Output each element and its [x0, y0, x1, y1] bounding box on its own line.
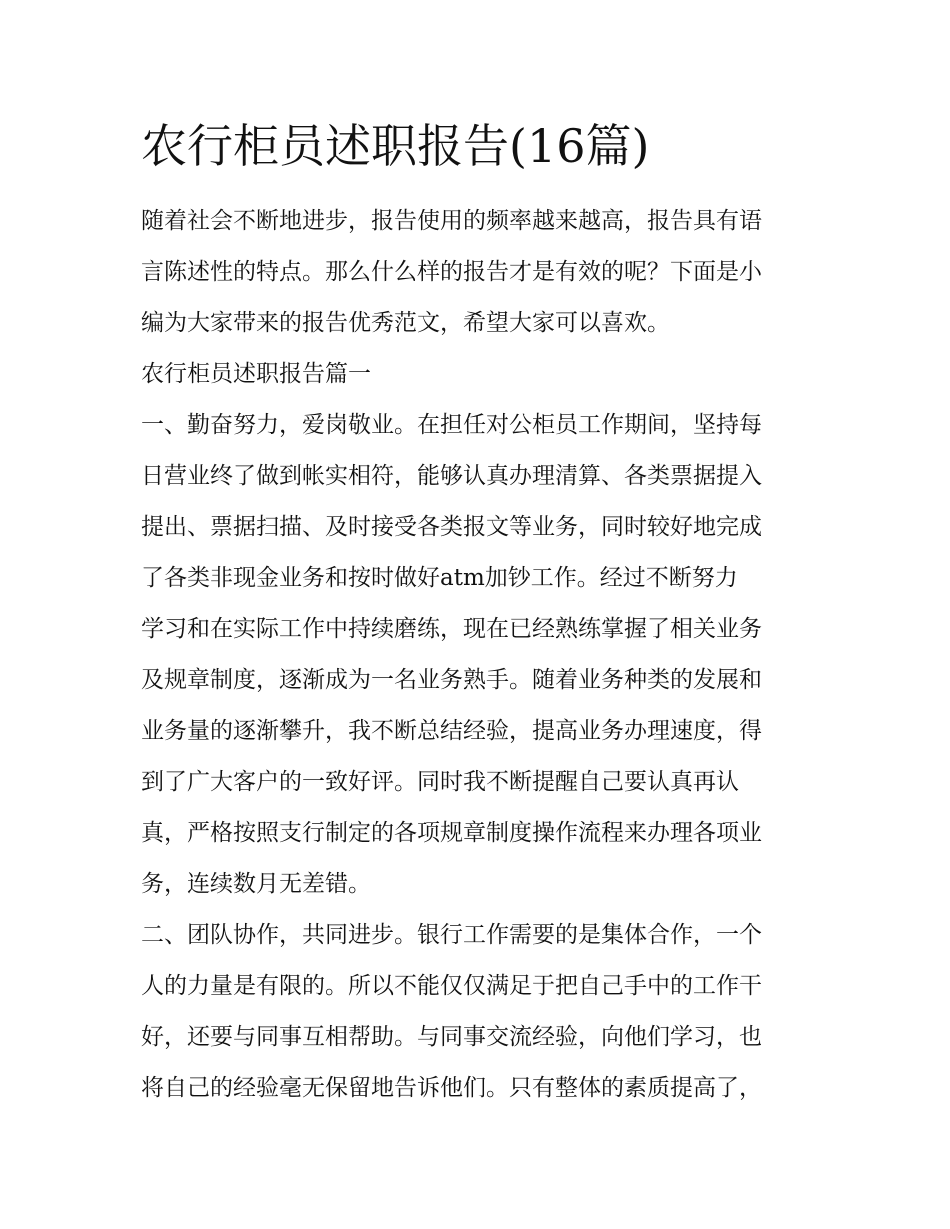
paragraph-line: 人的力量是有限的。所以不能仅仅满足于把自己手中的工作干 — [141, 973, 762, 999]
section-heading: 农行柜员述职报告篇一 — [141, 361, 371, 387]
paragraph-line: 及规章制度，逐渐成为一名业务熟手。随着业务种类的发展和 — [141, 667, 762, 693]
paragraph-line: 二、团队协作，共同进步。银行工作需要的是集体合作，一个 — [141, 922, 762, 948]
paragraph-line: 真，严格按照支行制定的各项规章制度操作流程来办理各项业 — [141, 820, 762, 846]
paragraph-line: 好，还要与同事互相帮助。与同事交流经验，向他们学习，也 — [141, 1024, 762, 1050]
paragraph-line: 将自己的经验毫无保留地告诉他们。只有整体的素质提高了， — [141, 1075, 762, 1101]
paragraph-line: 提出、票据扫描、及时接受各类报文等业务，同时较好地完成 — [141, 514, 762, 540]
paragraph-line: 学习和在实际工作中持续磨练，现在已经熟练掌握了相关业务 — [141, 616, 762, 642]
paragraph-line: 编为大家带来的报告优秀范文，希望大家可以喜欢。 — [141, 310, 670, 336]
paragraph-line: 务，连续数月无差错。 — [141, 871, 371, 897]
paragraph-line: 一、勤奋努力，爱岗敬业。在担任对公柜员工作期间，坚持每 — [141, 412, 762, 438]
paragraph-line: 日营业终了做到帐实相符，能够认真办理清算、各类票据提入 — [141, 463, 762, 489]
paragraph-line: 业务量的逐渐攀升，我不断总结经验，提高业务办理速度，得 — [141, 718, 762, 744]
paragraph-line: 言陈述性的特点。那么什么样的报告才是有效的呢？下面是小 — [141, 259, 762, 285]
paragraph-line: 随着社会不断地进步，报告使用的频率越来越高，报告具有语 — [141, 208, 762, 234]
paragraph-line: 了各类非现金业务和按时做好atm加钞工作。经过不断努力 — [141, 565, 738, 591]
paragraph-line: 到了广大客户的一致好评。同时我不断提醒自己要认真再认 — [141, 769, 739, 795]
document-title: 农行柜员述职报告(16篇) — [141, 119, 650, 173]
